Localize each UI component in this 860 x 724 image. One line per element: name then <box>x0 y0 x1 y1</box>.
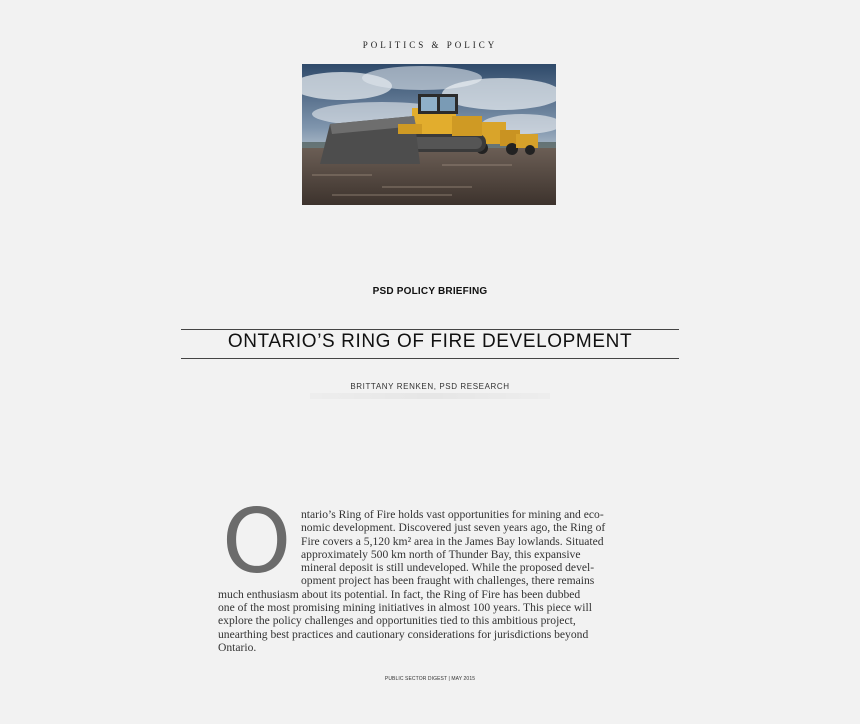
body-line: Ontario. <box>218 641 257 654</box>
title-rule-bottom <box>181 358 679 359</box>
body-line: approximately 500 km north of Thunder Bay, this expansive <box>301 548 581 561</box>
hero-image <box>302 64 556 205</box>
article-title: ONTARIO’S RING OF FIRE DEVELOPMENT <box>227 331 633 352</box>
bulldozer-photo-icon <box>302 64 556 205</box>
body-line: mineral deposit is still undeveloped. While the proposed devel- <box>301 561 595 574</box>
body-line: nomic development. Discovered just seven years ago, the Ring of <box>301 521 606 534</box>
body-line: unearthing best practices and cautionary considerations for jurisdictions beyond <box>218 628 589 641</box>
body-line: Fire covers a 5,120 km² area in the James Bay lowlands. Situated <box>301 535 604 548</box>
body-line: ntario’s Ring of Fire holds vast opportunities for mining and eco- <box>301 508 604 521</box>
title-rule-top <box>181 329 679 330</box>
faint-subtitle <box>310 393 550 399</box>
body-line: one of the most promising mining initiatives in almost 100 years. This piece will <box>218 601 592 614</box>
author-byline: BRITTANY RENKEN, PSD RESEARCH <box>350 382 510 391</box>
section-label: POLITICS & POLICY <box>362 40 498 50</box>
briefing-label: PSD POLICY BRIEFING <box>372 286 488 297</box>
drop-cap: O <box>222 490 292 593</box>
body-line: explore the policy challenges and opportunities tied to this ambitious project, <box>218 614 576 627</box>
body-line: opment project has been fraught with challenges, there remains <box>301 574 595 587</box>
page-footer: PUBLIC SECTOR DIGEST | MAY 2015 <box>384 676 476 682</box>
body-line: much enthusiasm about its potential. In fact, the Ring of Fire has been dubbed <box>218 588 581 601</box>
